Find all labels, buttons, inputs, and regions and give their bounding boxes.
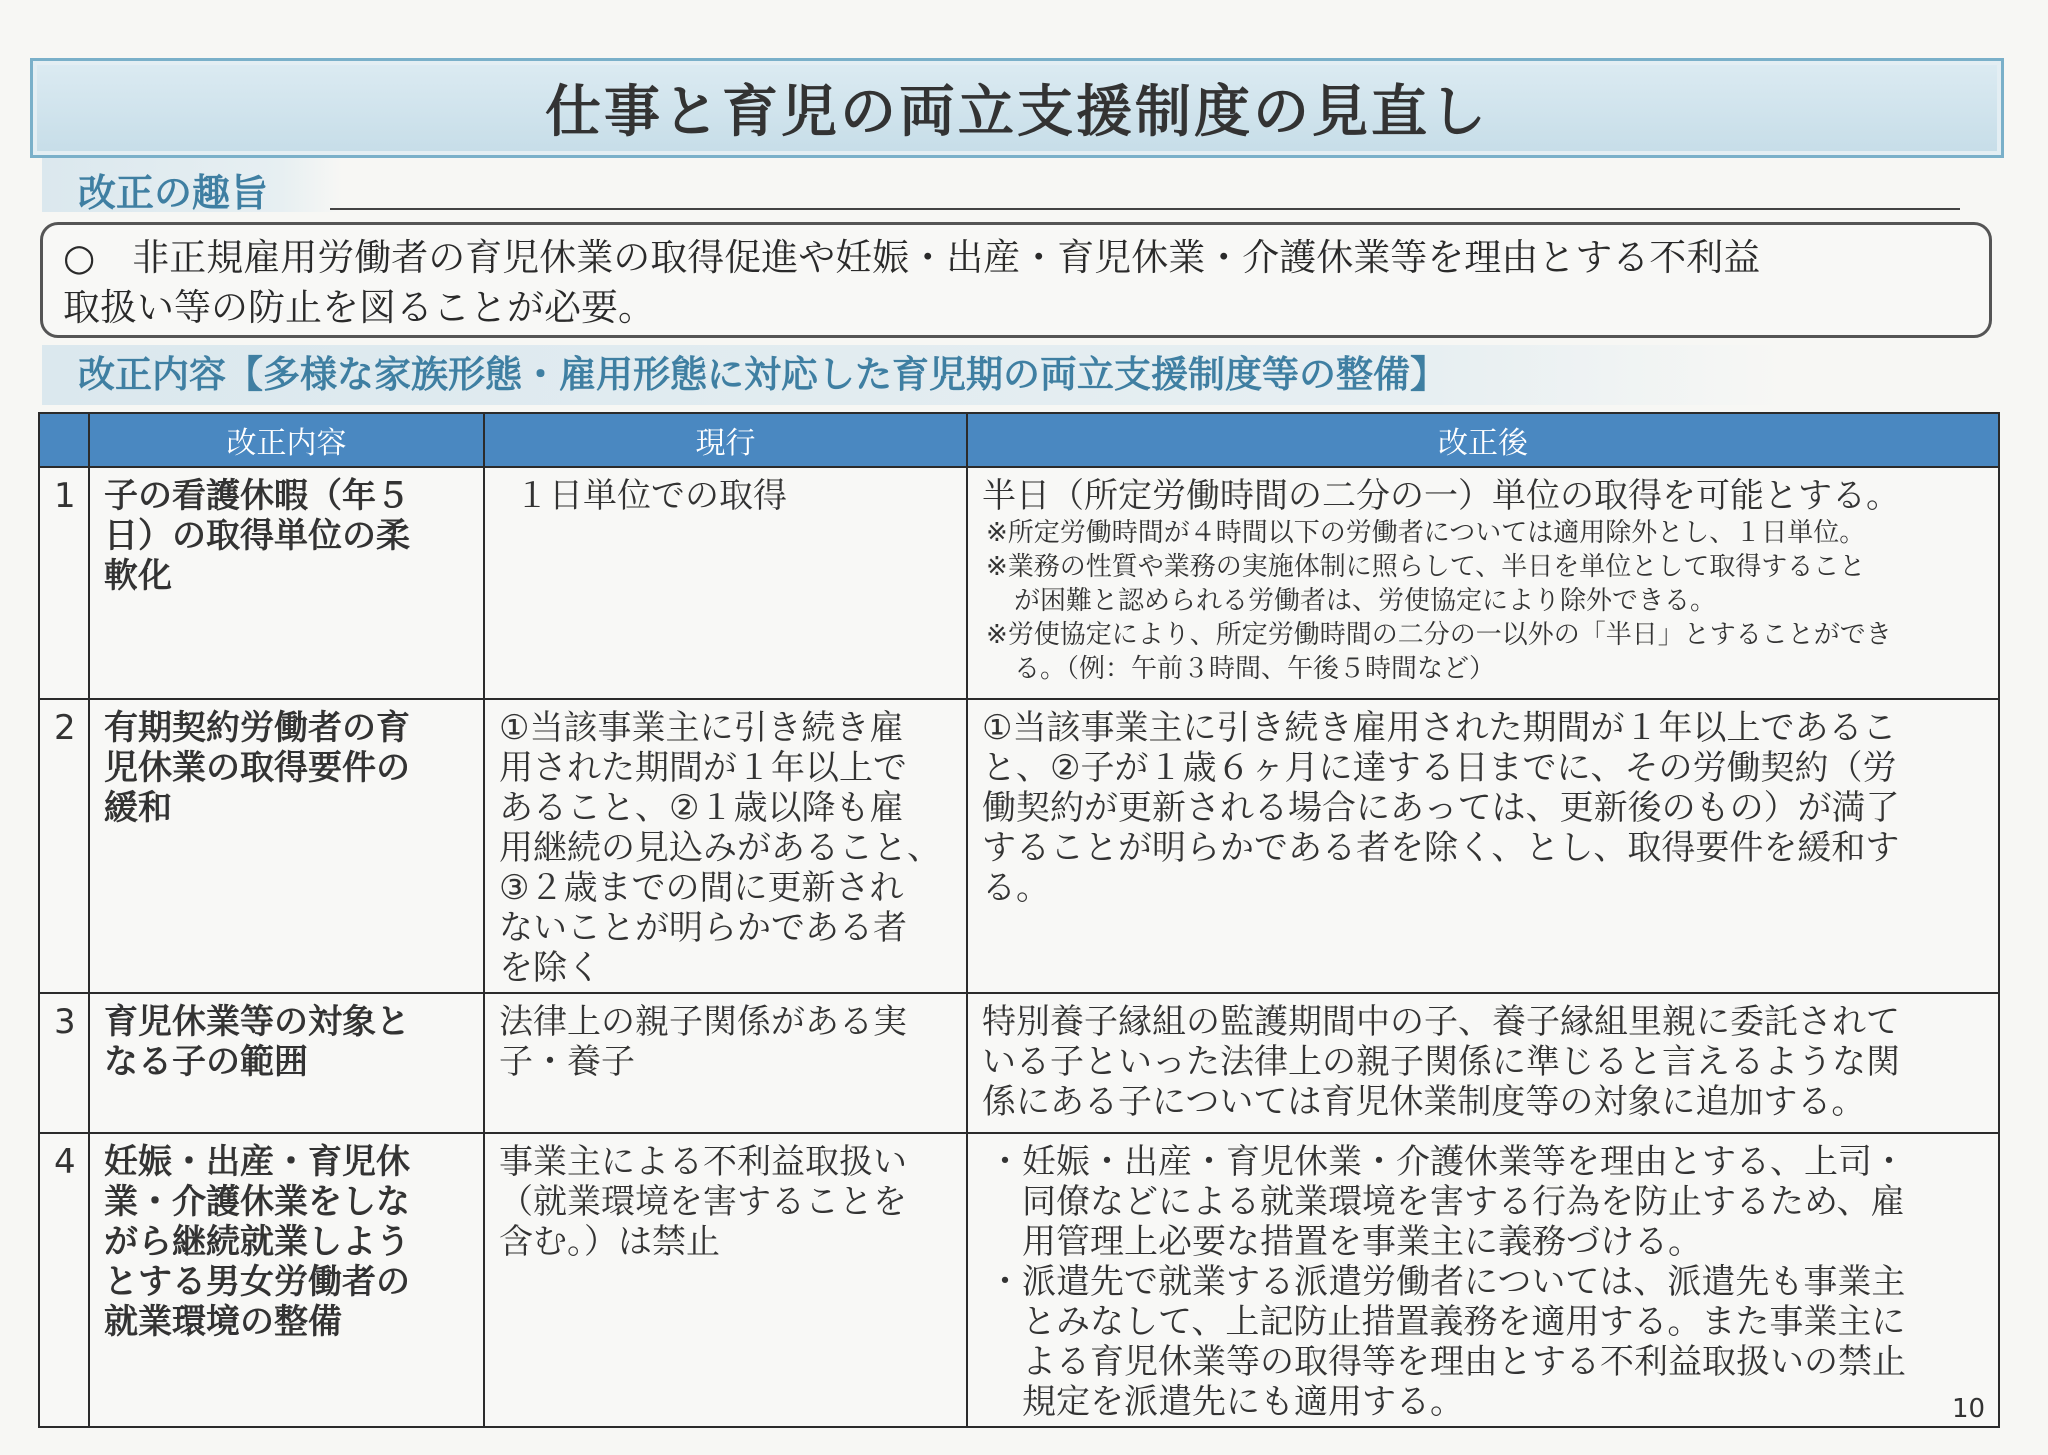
purpose-line-2: 取扱い等の防止を図ることが必要。 xyxy=(63,286,655,329)
revised-line: 働契約が更新される場合にあっては、更新後のもの）が満了 xyxy=(982,788,1900,828)
revised-cell xyxy=(967,1133,1999,1427)
revised-line: することが明らかである者を除く、とし、取得要件を緩和す xyxy=(982,828,1900,868)
current-line: 法律上の親子関係がある実 xyxy=(499,1002,907,1042)
revised-line: 用管理上必要な措置を事業主に義務づける。 xyxy=(1022,1222,1702,1262)
table-row xyxy=(39,1133,1999,1427)
item-line: 就業環境の整備 xyxy=(104,1302,342,1342)
revised-line: いる子といった法律上の親子関係に準じると言えるような関 xyxy=(982,1042,1900,1082)
table-row xyxy=(39,467,1999,699)
item-cell xyxy=(89,1133,484,1427)
current-line: 用された期間が１年以上で xyxy=(499,748,907,788)
page-number: 10 xyxy=(1952,1394,1986,1424)
header-item: 改正内容 xyxy=(89,413,484,467)
title-banner xyxy=(30,58,2004,158)
current-line: （就業環境を害することを xyxy=(499,1182,907,1222)
item-line: 業・介護休業をしな xyxy=(104,1182,410,1222)
item-line: がら継続就業しよう xyxy=(104,1222,410,1262)
content-heading: 改正内容【多様な家族形態・雇用形態に対応した育児期の両立支援制度等の整備】 xyxy=(42,345,1782,405)
current-line: ①当該事業主に引き続き雇 xyxy=(499,708,904,748)
revised-note: ※労使協定により、所定労働時間の二分の一以外の「半日」とすることができ xyxy=(986,620,1892,650)
current-line: 子・養子 xyxy=(499,1042,635,1082)
item-line: なる子の範囲 xyxy=(104,1042,308,1082)
item-line: 児休業の取得要件の xyxy=(104,748,410,788)
current-line: あること、②１歳以降も雇 xyxy=(499,788,904,828)
revised-line: 規定を派遣先にも適用する。 xyxy=(1022,1382,1464,1422)
row-number: 1 xyxy=(39,467,89,699)
current-cell xyxy=(484,699,967,993)
revised-note: ※所定労働時間が４時間以下の労働者については適用除外とし、１日単位。 xyxy=(986,518,1866,548)
page-title: 仕事と育児の両立支援制度の見直し xyxy=(545,80,1489,145)
current-cell xyxy=(484,993,967,1133)
item-cell xyxy=(89,699,484,993)
revised-note: ※業務の性質や業務の実施体制に照らして、半日を単位として取得すること xyxy=(986,552,1866,582)
revised-line: 係にある子については育児休業制度等の対象に追加する。 xyxy=(982,1082,1866,1122)
revised-line: 同僚などによる就業環境を害する行為を防止するため、雇 xyxy=(1022,1182,1905,1222)
revised-line: 特別養子縁組の監護期間中の子、養子縁組里親に委託されて xyxy=(982,1002,1900,1042)
item-line: 軟化 xyxy=(104,556,172,596)
revised-cell xyxy=(967,699,1999,993)
revised-bullet xyxy=(982,1262,1984,1422)
revision-table xyxy=(38,412,2000,1428)
revised-cell xyxy=(967,467,1999,699)
current-line: ないことが明らかである者 xyxy=(499,908,907,948)
revised-cell xyxy=(967,993,1999,1133)
current-line: ③２歳までの間に更新され xyxy=(499,868,904,908)
current-line: を除く xyxy=(499,948,601,988)
table-row xyxy=(39,699,1999,993)
item-line: 日）の取得単位の柔 xyxy=(104,516,410,556)
bullet-mark: ・ xyxy=(988,1262,1022,1302)
item-line: 育児休業等の対象と xyxy=(104,1002,410,1042)
purpose-heading-underline xyxy=(330,208,1960,210)
row-number: 4 xyxy=(39,1133,89,1427)
item-cell xyxy=(89,993,484,1133)
revised-line: ①当該事業主に引き続き雇用された期間が１年以上であるこ xyxy=(982,708,1897,748)
revised-line: と、②子が１歳６ヶ月に達する日までに、その労働契約（労 xyxy=(982,748,1897,788)
revised-main-line: 半日（所定労働時間の二分の一）単位の取得を可能とする。 xyxy=(982,476,1900,516)
purpose-line-1: ○ 非正規雇用労働者の育児休業の取得促進や妊娠・出産・育児休業・介護休業等を理由とする不利益 xyxy=(63,236,1761,279)
item-line: 有期契約労働者の育 xyxy=(104,708,410,748)
header-number xyxy=(39,413,89,467)
current-line: 用継続の見込みがあること、 xyxy=(499,828,941,868)
current-cell xyxy=(484,1133,967,1427)
current-line: 含む。）は禁止 xyxy=(499,1222,720,1262)
item-line: とする男女労働者の xyxy=(104,1262,410,1302)
header-current: 現行 xyxy=(484,413,967,467)
item-line: 子の看護休暇（年５ xyxy=(104,476,410,516)
purpose-heading: 改正の趣旨 xyxy=(42,158,342,212)
item-line: 緩和 xyxy=(104,788,172,828)
table-row xyxy=(39,993,1999,1133)
item-cell xyxy=(89,467,484,699)
revised-line: とみなして、上記防止措置義務を適用する。また事業主に xyxy=(1022,1302,1906,1342)
table-header-row xyxy=(39,413,1999,467)
current-cell xyxy=(484,467,967,699)
revised-note: が困難と認められる労働者は、労使協定により除外できる。 xyxy=(1014,586,1717,616)
purpose-box xyxy=(40,222,1992,338)
revised-line: る。 xyxy=(982,868,1050,908)
bullet-mark: ・ xyxy=(988,1142,1022,1182)
revised-line: 妊娠・出産・育児休業・介護休業等を理由とする、上司・ xyxy=(1022,1142,1906,1182)
revised-note: る。（例：午前３時間、午後５時間など） xyxy=(1014,654,1496,684)
current-line: 事業主による不利益取扱い xyxy=(499,1142,907,1182)
row-number: 3 xyxy=(39,993,89,1133)
item-line: 妊娠・出産・育児休 xyxy=(104,1142,410,1182)
header-revised: 改正後 xyxy=(967,413,1999,467)
current-line: １日単位での取得 xyxy=(515,476,787,516)
revised-bullet xyxy=(982,1142,1984,1262)
revised-line: よる育児休業等の取得等を理由とする不利益取扱いの禁止 xyxy=(1022,1342,1906,1382)
row-number: 2 xyxy=(39,699,89,993)
revised-line: 派遣先で就業する派遣労働者については、派遣先も事業主 xyxy=(1022,1262,1906,1302)
